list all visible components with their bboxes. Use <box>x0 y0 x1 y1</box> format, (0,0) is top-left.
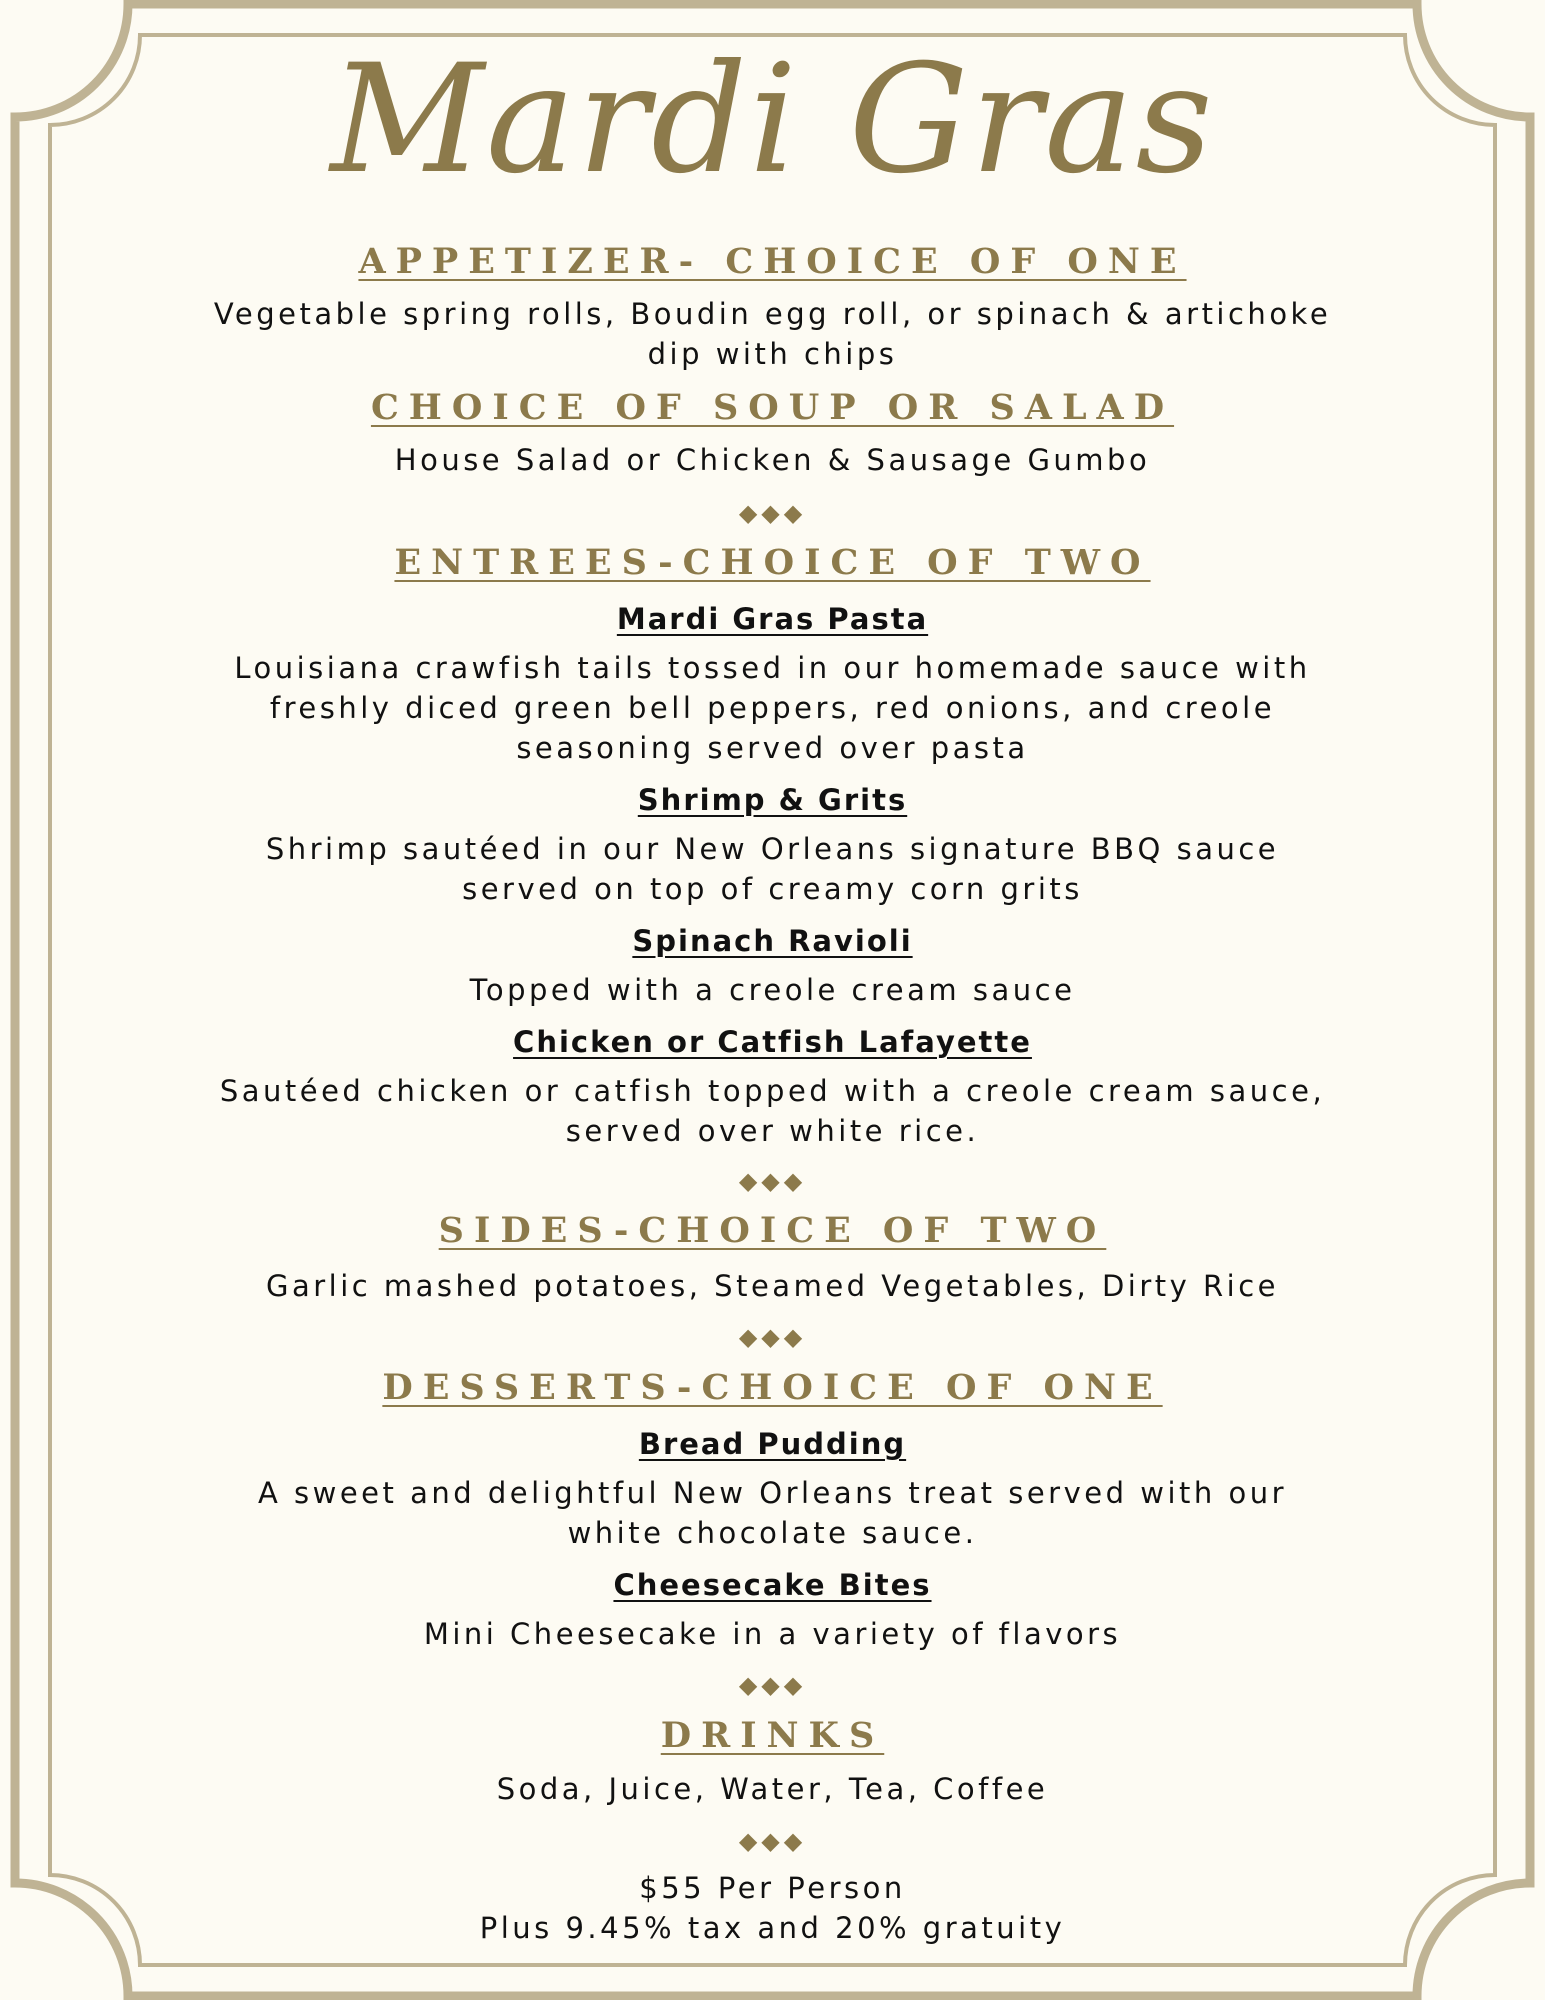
drinks-text: Soda, Juice, Water, Tea, Coffee <box>496 1772 1049 1806</box>
dessert-desc-line: Mini Cheesecake in a variety of flavors <box>423 1617 1122 1651</box>
entree-desc-line: Louisiana crawfish tails tossed in our homemade sauce with <box>234 651 1311 685</box>
appetizer-text-line2: dip with chips <box>647 337 898 371</box>
entree-name: Spinach Ravioli <box>632 924 913 958</box>
diamond-divider: ◆◆◆ <box>738 1827 807 1855</box>
tax-gratuity-note: Plus 9.45% tax and 20% gratuity <box>479 1911 1066 1945</box>
soup-salad-heading: CHOICE OF SOUP OR SALAD <box>370 387 1175 428</box>
entree-desc-line: served over white rice. <box>565 1114 980 1148</box>
drinks-heading: DRINKS <box>660 1715 885 1756</box>
dessert-desc-line: white chocolate sauce. <box>567 1516 978 1550</box>
diamond-divider: ◆◆◆ <box>738 1323 807 1351</box>
diamond-divider: ◆◆◆ <box>738 499 807 527</box>
entree-name: Shrimp & Grits <box>637 783 908 817</box>
dessert-name: Cheesecake Bites <box>613 1568 932 1602</box>
dessert-name: Bread Pudding <box>638 1427 907 1461</box>
menu-title: Mardi Gras <box>330 33 1215 207</box>
sides-heading: SIDES-CHOICE OF TWO <box>438 1210 1107 1251</box>
entree-desc-line: Sautéed chicken or catfish topped with a creole cream sauce, <box>219 1074 1326 1108</box>
entree-name: Chicken or Catfish Lafayette <box>513 1025 1032 1059</box>
dessert-desc-line: A sweet and delightful New Orleans treat served with our <box>257 1476 1288 1510</box>
soup-salad-text: House Salad or Chicken & Sausage Gumbo <box>394 443 1151 477</box>
diamond-divider: ◆◆◆ <box>738 1671 807 1699</box>
appetizer-heading: APPETIZER- CHOICE OF ONE <box>358 241 1187 282</box>
entrees-heading: ENTREES-CHOICE OF TWO <box>394 542 1151 583</box>
entree-desc-line: seasoning served over pasta <box>516 731 1029 765</box>
entree-desc-line: freshly diced green bell peppers, red onions, and creole <box>269 691 1276 725</box>
sides-text: Garlic mashed potatoes, Steamed Vegetables, Dirty Rice <box>265 1269 1280 1303</box>
entree-name: Mardi Gras Pasta <box>616 602 929 636</box>
desserts-heading: DESSERTS-CHOICE OF ONE <box>382 1367 1163 1408</box>
price-text: $55 Per Person <box>639 1871 906 1905</box>
diamond-divider: ◆◆◆ <box>738 1167 807 1195</box>
entree-desc-line: Shrimp sautéed in our New Orleans signature BBQ sauce <box>265 832 1280 866</box>
appetizer-text-line1: Vegetable spring rolls, Boudin egg roll, or spinach & artichoke <box>213 297 1332 331</box>
entree-desc-line: Topped with a creole cream sauce <box>469 973 1076 1007</box>
entree-desc-line: served on top of creamy corn grits <box>462 872 1083 906</box>
